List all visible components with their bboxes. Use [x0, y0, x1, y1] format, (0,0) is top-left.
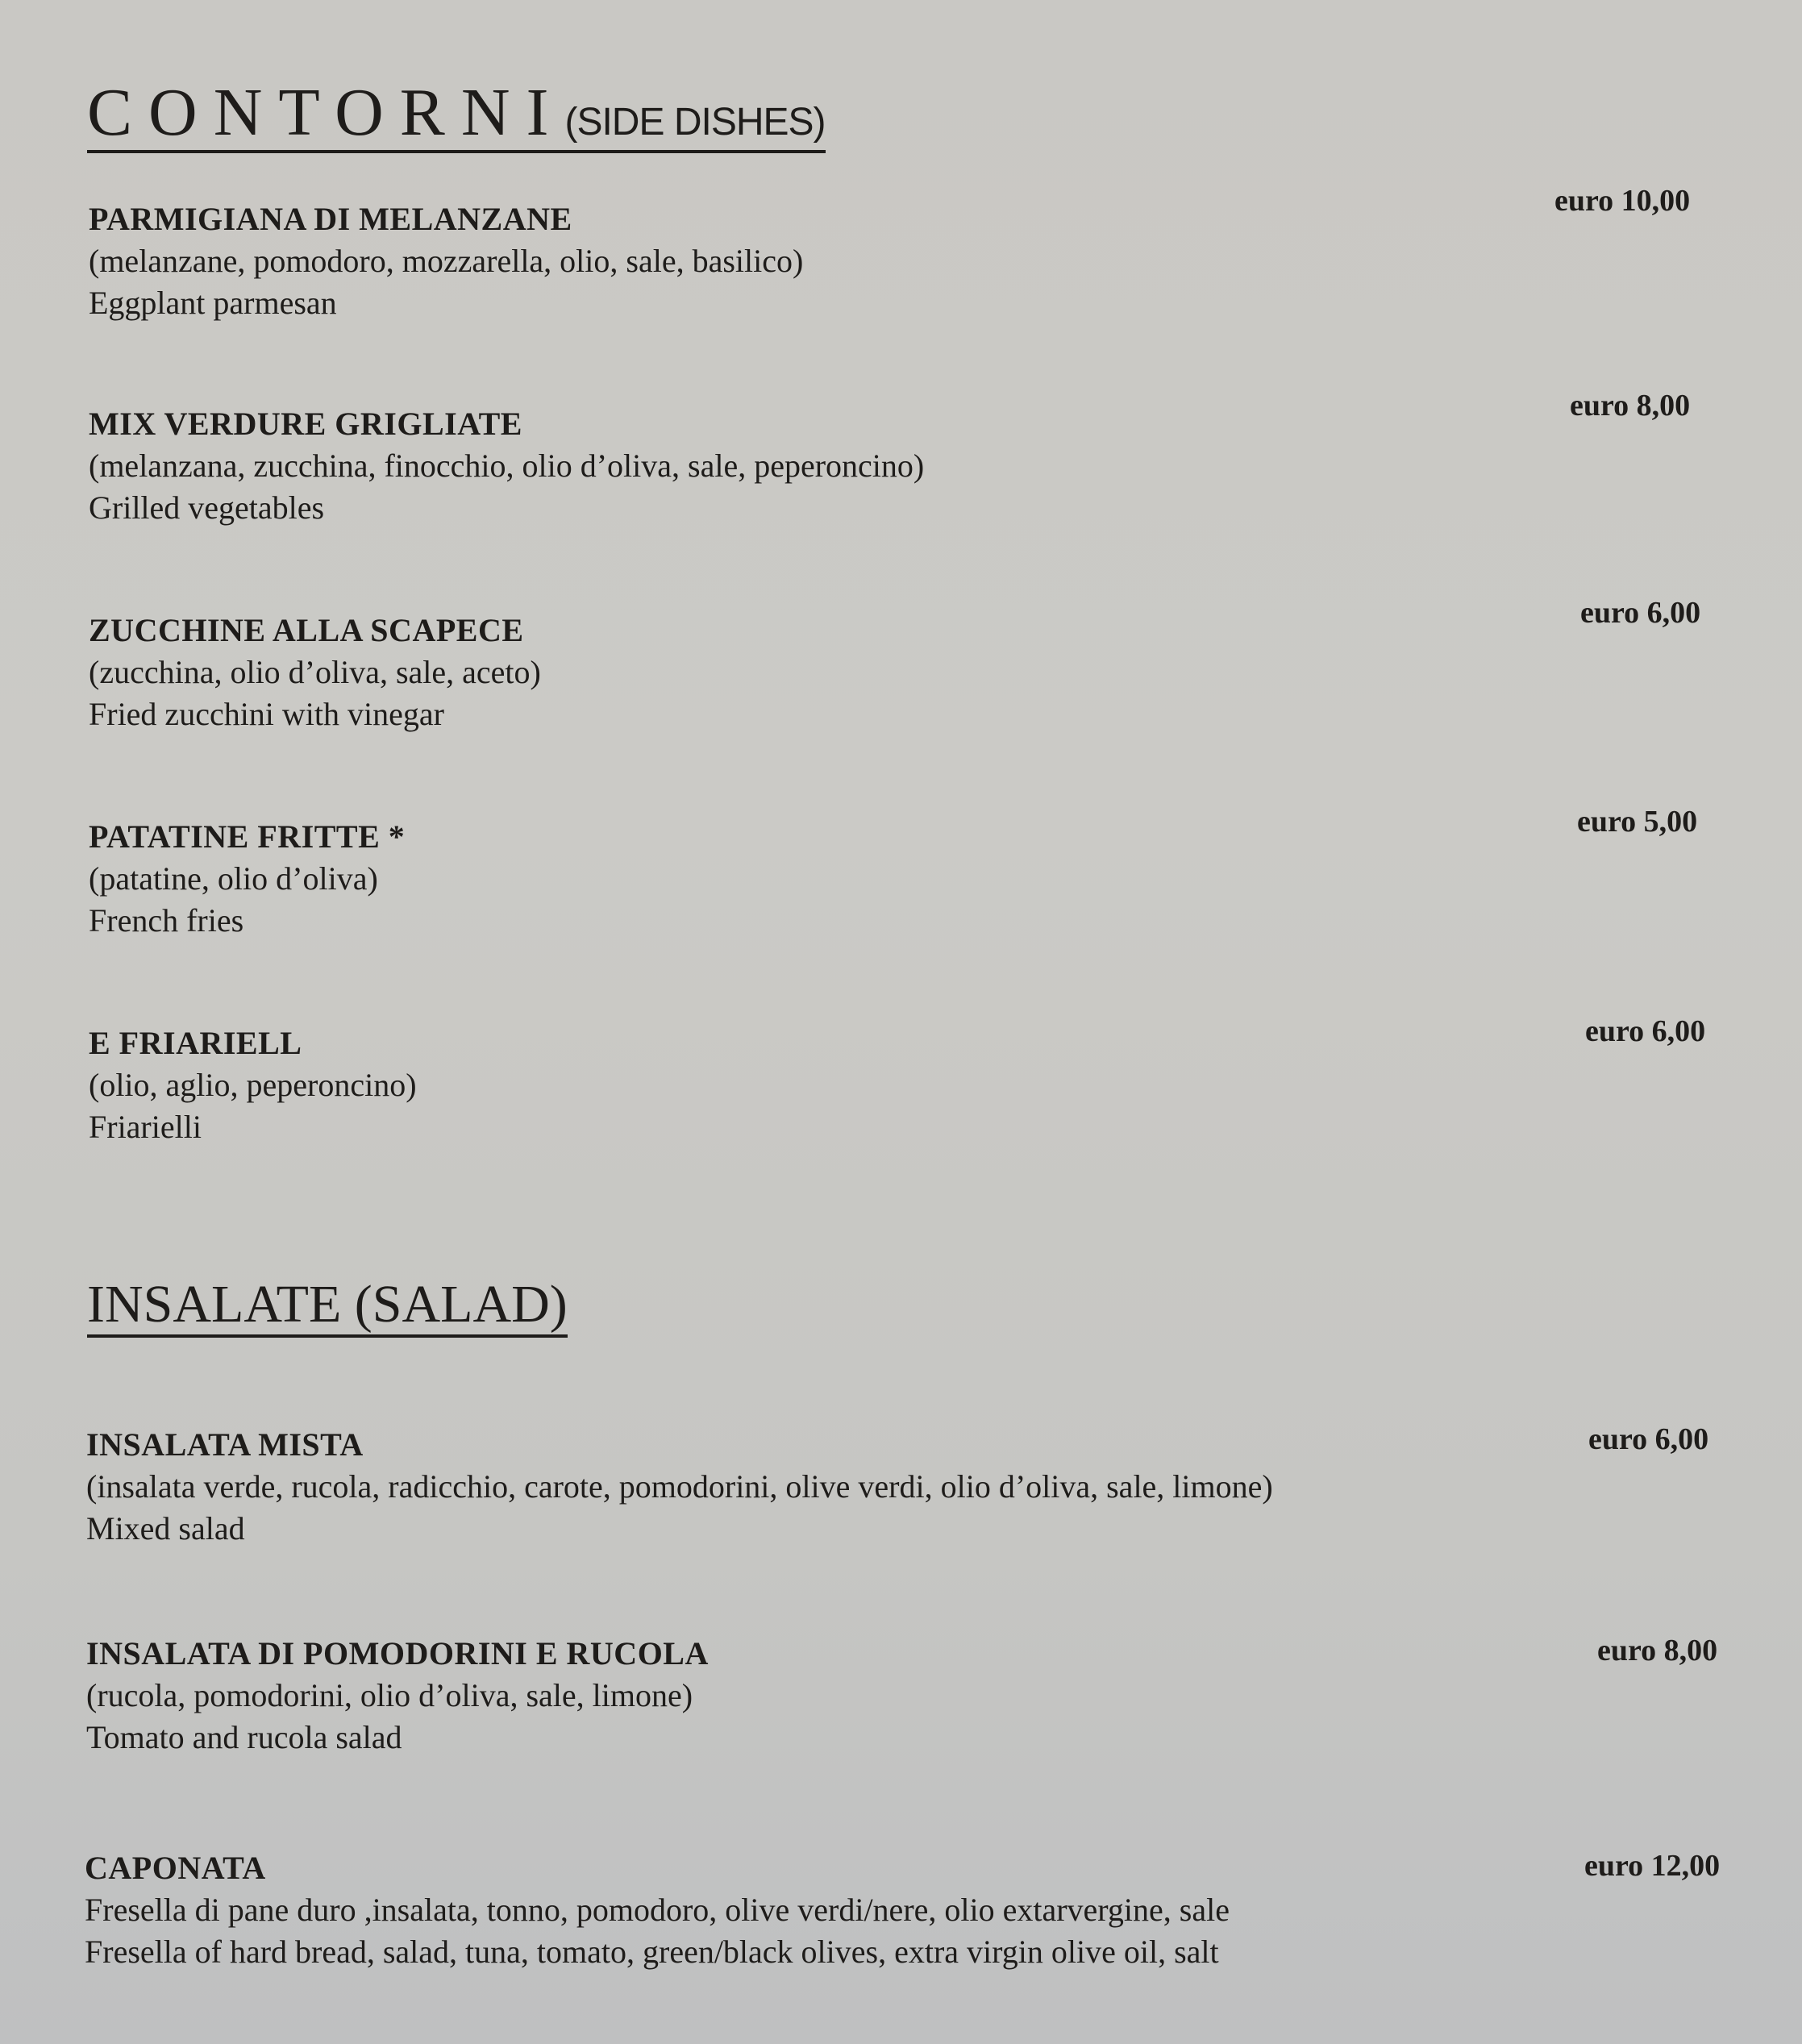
item-english-name: Fresella of hard bread, salad, tuna, tomato, green/black olives, extra virgin olive oil, salt [85, 1934, 1219, 1970]
item-ingredients: (olio, aglio, peperoncino) [89, 1067, 417, 1103]
item-price: euro 6,00 [1588, 1422, 1709, 1456]
contorni-heading [87, 75, 826, 153]
item-english-name: Tomato and rucola salad [86, 1719, 402, 1755]
item-ingredients: (patatine, olio d’oliva) [89, 860, 378, 897]
item-english-name: Mixed salad [86, 1510, 245, 1547]
contorni-title: CONTORNI [87, 75, 565, 150]
item-english-name: Friarielli [89, 1109, 202, 1145]
menu-item [89, 816, 1621, 942]
item-price: euro 12,00 [1584, 1849, 1721, 1883]
item-ingredients: (insalata verde, rucola, radicchio, carote, pomodorini, olive verdi, olio d’oliva, sale, limone) [86, 1468, 1273, 1505]
item-price: euro 6,00 [1580, 596, 1701, 630]
item-name: INSALATA MISTA [86, 1426, 364, 1463]
item-price: euro 10,00 [1554, 184, 1691, 218]
menu-item [89, 1022, 1621, 1148]
item-ingredients: Fresella di pane duro ,insalata, tonno, pomodoro, olive verdi/nere, olio extarvergine, sale [85, 1892, 1230, 1928]
insalate-heading: INSALATE (SALAD) [87, 1278, 568, 1338]
item-english-name: Eggplant parmesan [89, 285, 337, 321]
item-name: ZUCCHINE ALLA SCAPECE [89, 612, 524, 648]
item-price: euro 6,00 [1585, 1014, 1706, 1048]
item-name: MIX VERDURE GRIGLIATE [89, 406, 522, 442]
menu-item [86, 1424, 1618, 1550]
item-price: euro 8,00 [1597, 1634, 1718, 1667]
item-ingredients: (melanzane, pomodoro, mozzarella, olio, sale, basilico) [89, 243, 804, 279]
menu-item [89, 198, 1621, 324]
item-english-name: French fries [89, 902, 244, 939]
item-ingredients: (zucchina, olio d’oliva, sale, aceto) [89, 654, 541, 690]
item-ingredients: (melanzana, zucchina, finocchio, olio d’oliva, sale, peperoncino) [89, 448, 925, 484]
menu-item [85, 1847, 1617, 1973]
menu-item [89, 403, 1621, 529]
item-ingredients: (rucola, pomodorini, olio d’oliva, sale, limone) [86, 1677, 693, 1713]
item-name: INSALATA DI POMODORINI E RUCOLA [86, 1635, 709, 1671]
item-name: CAPONATA [85, 1850, 266, 1886]
item-english-name: Fried zucchini with vinegar [89, 696, 444, 732]
contorni-subtitle: (SIDE DISHES) [564, 101, 826, 144]
item-english-name: Grilled vegetables [89, 489, 325, 526]
item-name: PATATINE FRITTE * [89, 818, 406, 855]
item-price: euro 5,00 [1577, 805, 1698, 839]
item-price: euro 8,00 [1570, 389, 1691, 423]
menu-item [89, 610, 1621, 735]
menu-item [86, 1633, 1618, 1759]
item-name: PARMIGIANA DI MELANZANE [89, 201, 572, 237]
item-name: E FRIARIELL [89, 1025, 302, 1061]
